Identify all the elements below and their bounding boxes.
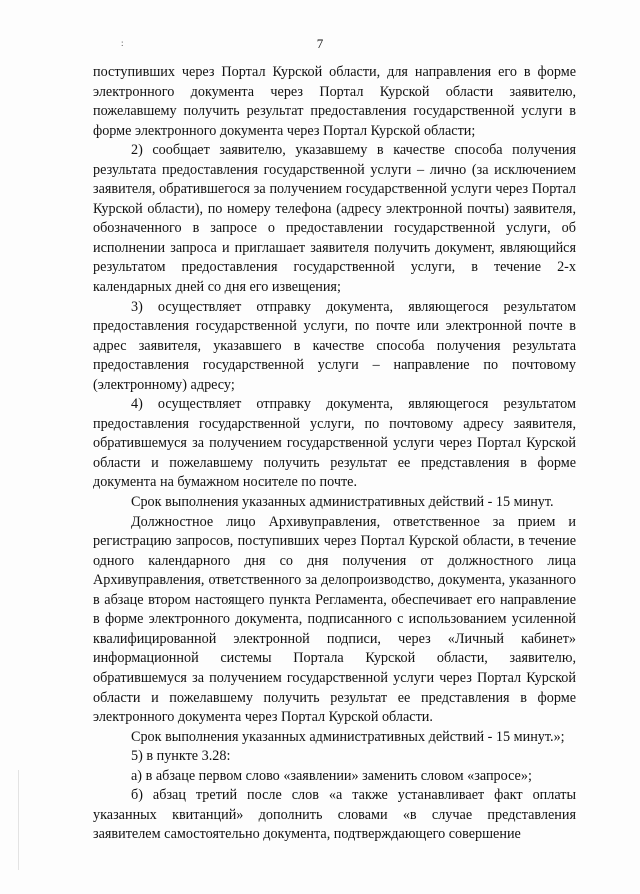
paragraph: 5) в пункте 3.28: (131, 748, 231, 765)
scan-mark: : (121, 38, 124, 48)
document-body (93, 63, 576, 845)
paragraph: Должностное лицо Архивуправления, ответственное за прием и регистрацию запросов, поступивших через Портал Курской области, в течение одного календарного дня со дня получения от должностного лица Архивуправления, ответственного за делопроизводство, документа, указанного в абзаце втором настоящего пункта Регламента, обеспечивает его направление в форме электронного документа, подписанного с использованием усиленной квалифицированной электронной подписи, через «Личный кабинет» информационной системы Портала Курской области, заявителю, обратившемуся за получением государственной услуги через Портал Курской области и пожелавшему получить результат ее представления в форме электронного документа через Портал Курской области. (93, 513, 576, 726)
paragraph: Срок выполнения указанных административных действий - 15 минут. (131, 494, 554, 511)
paragraph: 4) осуществляет отправку документа, являющегося результатом предоставления государственной услуги, по почтовому адресу заявителя, обратившемуся за получением государственной услуги через Портал Курской области и пожелавшему получить результат ее представления в форме документа на бумажном носителе по почте. (93, 396, 576, 491)
paragraph: 2) сообщает заявителю, указавшему в качестве способа получения результата предоставления государственной услуги – лично (за исключением заявителя, обратившегося за получением государственной услуги через Портал Курской области), по номеру телефона (адресу электронной почты) заявителя, обозначенного в запросе о предоставлении государственной услуги, об исполнении запроса и приглашает заявителя получить документ, являющийся результатом предоставления государственной услуги, в течение 2-х календарных дней со дня его извещения; (93, 142, 576, 296)
paragraph: а) в абзаце первом слово «заявлении» заменить словом «запросе»; (131, 767, 532, 784)
paragraph: поступивших через Портал Курской области, для направления его в форме электронного документа через Портал Курской области заявителю, пожелавшему получить результат предоставления государственной услуги в форме электронного документа через Портал Курской области; (93, 64, 576, 139)
paragraph: б) абзац третий после слов «а также устанавливает факт оплаты указанных квитанций» дополнить словами «в случае представления заявителем самостоятельно документа, подтверждающего совершение (93, 787, 576, 843)
paragraph: Срок выполнения указанных административных действий - 15 минут.»; (131, 728, 565, 745)
scan-edge-line (18, 770, 19, 870)
paragraph: 3) осуществляет отправку документа, являющегося результатом предоставления государственной услуги, по почте или электронной почте в адрес заявителя, указавшего в качестве способа получения результата предоставления государственной услуги – направление по почтовому (электронному) адресу; (93, 298, 576, 393)
page-number: 7 (316, 36, 324, 51)
